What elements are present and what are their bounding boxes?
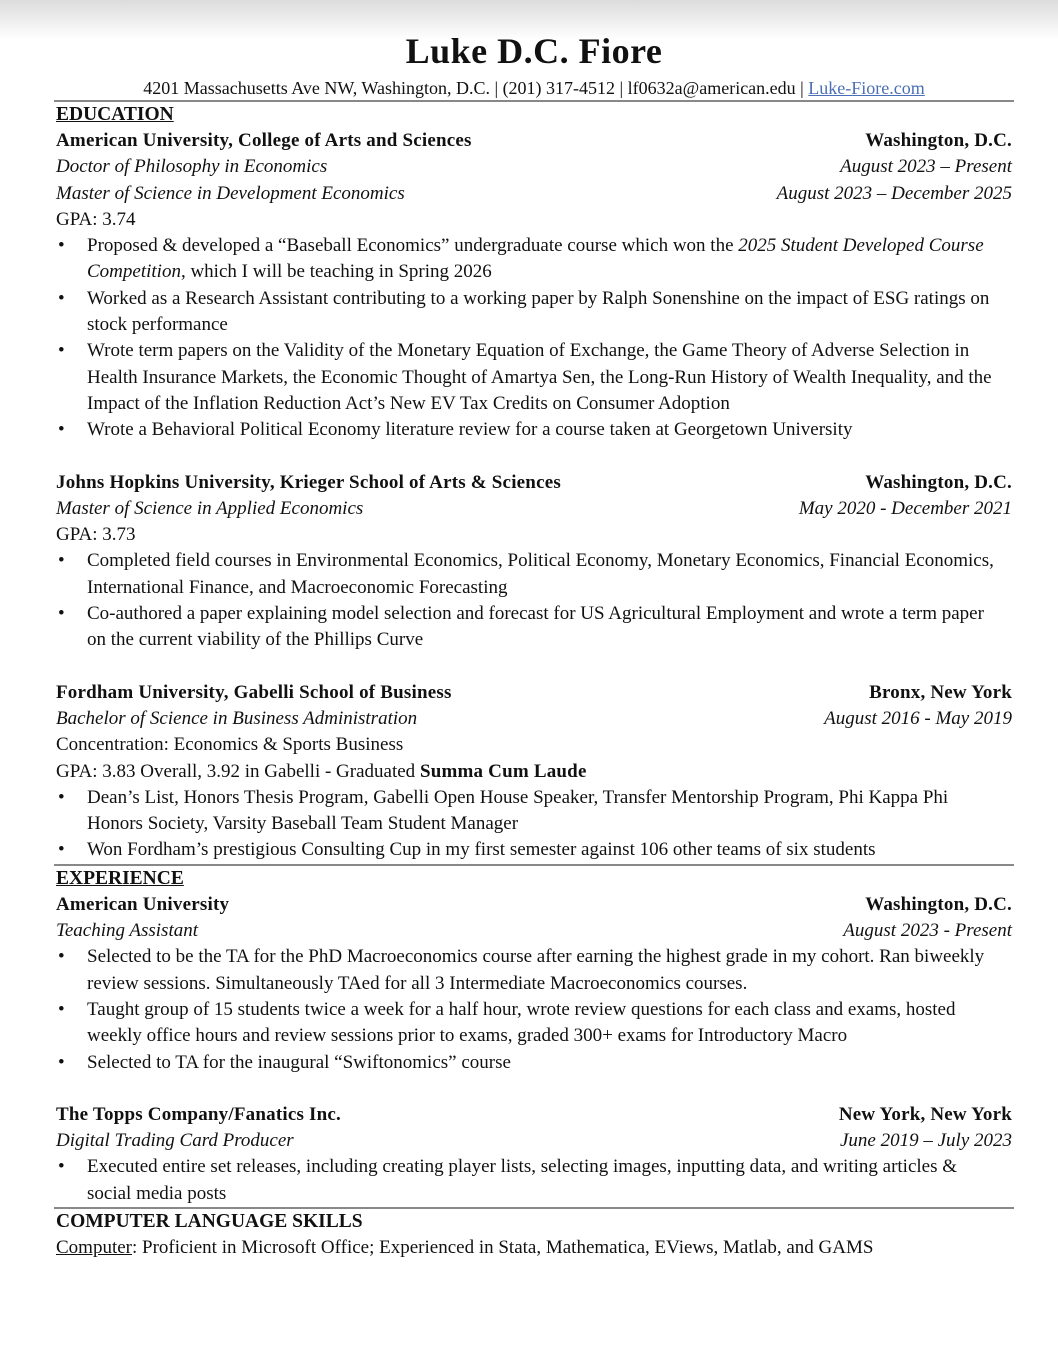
bullet-item: [56, 286, 1012, 339]
position-row: [56, 1128, 1012, 1154]
text-segment: Summa Cum Laude: [419, 760, 587, 782]
employer-name: American University: [56, 893, 230, 915]
employer-name: The Topps Company/Fanatics Inc.: [56, 1103, 341, 1125]
entry-header: [56, 128, 1012, 154]
position-row: [56, 154, 1012, 180]
entry-spacer: [56, 444, 1012, 470]
location: Washington, D.C.: [865, 893, 1012, 915]
separator: |: [489, 78, 503, 98]
school-name: Johns Hopkins University, Krieger School of Arts & Sciences: [56, 471, 561, 493]
location: Washington, D.C.: [865, 130, 1012, 151]
dates: August 2016 - May 2019: [824, 707, 1012, 729]
text-segment: Selected to be the TA for the PhD Macroeconomics course after earning the highest grade in my cohort. Ran biweekly review sessions. Simultaneously TAed for all 3 Intermediate Macroeconomics courses.: [87, 946, 985, 994]
position-row: [56, 496, 1012, 522]
contact-line: [56, 76, 1012, 100]
location: Washington, D.C.: [865, 471, 1012, 493]
text-segment: GPA: 3.73: [56, 524, 136, 546]
text-segment: Selected to TA for the inaugural “Swiftonomics” course: [87, 1051, 511, 1073]
title: Bachelor of Science in Business Administration: [56, 707, 418, 729]
detail-line: [56, 207, 1012, 233]
text-segment: Dean’s List, Honors Thesis Program, Gabelli Open House Speaker, Transfer Mentorship Program, Phi Kappa Phi Honors Society, Varsity Baseball Team Student Manager: [87, 786, 949, 835]
bullet-item: [56, 548, 1012, 601]
location: New York, New York: [838, 1103, 1012, 1125]
experience-section: [56, 892, 1012, 1207]
address: 4201 Massachusetts Ave NW, Washington, D.C.: [143, 78, 490, 98]
text-segment: Worked as a Research Assistant contributing to a working paper by Ralph Sonenshine on the impact of ESG ratings on stock performance: [87, 287, 990, 336]
title: Master of Science in Development Economics: [56, 182, 405, 204]
dates: August 2023 – Present: [840, 156, 1012, 178]
position-row: [56, 706, 1012, 732]
position-row: [56, 918, 1012, 944]
bullet-item: [56, 1154, 1012, 1207]
text-segment: Co-authored a paper explaining model selection and forecast for US Agricultural Employment and wrote a term paper on the current viability of the Phillips Curve: [87, 603, 984, 651]
text-segment: Wrote term papers on the Validity of the Monetary Equation of Exchange, the Game Theory of Adverse Selection in Health Insurance Markets, the Economic Thought of Amartya Sen, the Long-Run History of Wealth Inequality, and the Impact of the Inflation Reduction Act’s New EV Tax Credits on Consumer Adoption: [87, 340, 992, 414]
title: Doctor of Philosophy in Economics: [56, 156, 328, 178]
detail-line: [56, 732, 1012, 758]
position-row: [56, 181, 1012, 207]
title: Master of Science in Applied Economics: [56, 497, 364, 519]
detail-line: [56, 759, 1012, 785]
education-section: [56, 128, 1012, 864]
skills-label: Computer: [56, 1236, 132, 1258]
title: Teaching Assistant: [56, 920, 198, 942]
text-segment: GPA: 3.83 Overall, 3.92 in Gabelli - Graduated: [56, 760, 420, 782]
title: Digital Trading Card Producer: [56, 1130, 294, 1152]
text-segment: Proposed & developed a “Baseball Economics” undergraduate course which won the: [87, 235, 739, 257]
bullet-item: [56, 997, 1012, 1050]
email: lf0632a@american.edu: [627, 78, 796, 98]
bullet-item: [56, 944, 1012, 997]
dates: August 2023 – December 2025: [776, 182, 1012, 204]
phone: (201) 317-4512: [502, 78, 616, 98]
dates: August 2023 - Present: [843, 920, 1012, 942]
experience-heading: EXPERIENCE: [56, 867, 184, 889]
bullet-item: [56, 338, 1012, 417]
text-segment: Wrote a Behavioral Political Economy literature review for a course taken at Georgetown University: [87, 419, 853, 441]
dates: June 2019 – July 2023: [839, 1130, 1012, 1152]
text-segment: Executed entire set releases, including creating player lists, selecting images, inputting data, and writing articles & social media posts: [87, 1156, 958, 1204]
bullet-item: [56, 601, 1012, 654]
candidate-name: Luke D.C. Fiore: [405, 31, 663, 71]
bullet-list: [56, 944, 1012, 1075]
entry-header: [56, 680, 1012, 706]
detail-line: [56, 522, 1012, 548]
entry-spacer: [56, 654, 1012, 680]
website-link[interactable]: Luke-Fiore.com: [808, 78, 925, 98]
text-segment: , which I will be teaching in Spring 2026: [180, 261, 492, 283]
entry-spacer: [56, 1076, 1012, 1102]
separator: |: [615, 78, 628, 98]
text-segment: Completed field courses in Environmental Economics, Political Economy, Monetary Economics, Financial Economics, International Finance, and Macroeconomic Forecasting: [87, 550, 994, 598]
bullet-item: [56, 837, 1012, 863]
bullet-list: [56, 548, 1012, 653]
location: Bronx, New York: [869, 681, 1012, 703]
bullet-item: [56, 1050, 1012, 1076]
skills-heading: COMPUTER LANGUAGE SKILLS: [56, 1210, 363, 1232]
dates: May 2020 - December 2021: [798, 497, 1012, 519]
text-segment: Won Fordham’s prestigious Consulting Cup in my first semester against 106 other teams of six students: [87, 839, 876, 861]
entry-header: [56, 1102, 1012, 1128]
skills-line: [56, 1235, 1012, 1261]
text-segment: Concentration: Economics & Sports Business: [56, 734, 404, 756]
bullet-item: [56, 233, 1012, 286]
text-segment: Taught group of 15 students twice a week for a half hour, wrote review questions for each class and exams, hosted weekly office hours and review sessions prior to exams, graded 300+ exams for Introductory Macro: [87, 998, 956, 1047]
school-name: American University, College of Arts and Sciences: [56, 130, 472, 151]
entry-header: [56, 892, 1012, 918]
bullet-item: [56, 417, 1012, 443]
skills-text: : Proficient in Microsoft Office; Experienced in Stata, Mathematica, EViews, Matlab, and GAMS: [132, 1236, 874, 1258]
bullet-list: [56, 1154, 1012, 1207]
bullet-item: [56, 785, 1012, 838]
text-segment: 2025 Student Developed Course Competition: [87, 235, 984, 283]
text-segment: GPA: 3.74: [56, 208, 136, 230]
entry-header: [56, 470, 1012, 496]
bullet-list: [56, 785, 1012, 864]
school-name: Fordham University, Gabelli School of Business: [56, 681, 452, 703]
resume-page: [56, 26, 1012, 1261]
education-heading: EDUCATION: [56, 104, 174, 125]
bullet-list: [56, 233, 1012, 443]
separator: |: [795, 78, 809, 98]
